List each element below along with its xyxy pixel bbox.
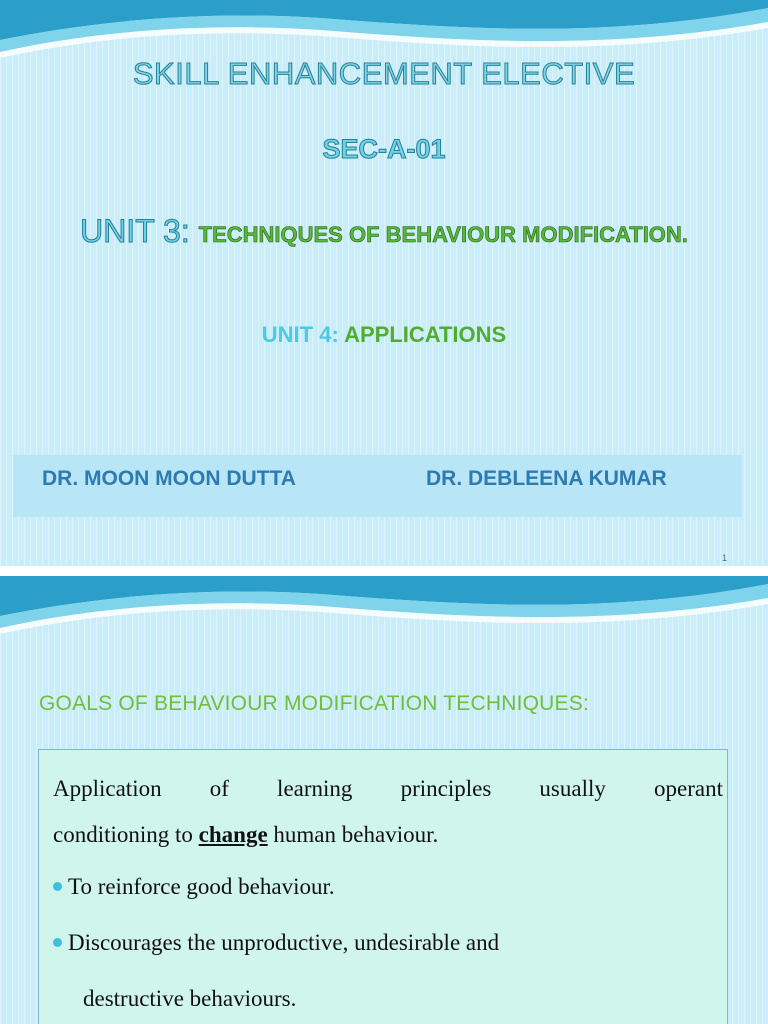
unit-4-heading [0,322,768,348]
slide-heading: GOALS OF BEHAVIOUR MODIFICATION TECHNIQUES: [39,692,589,715]
bullet-item [53,930,499,956]
unit-3-topic: TECHNIQUES OF BEHAVIOUR MODIFICATION. [198,222,688,247]
content-box [38,749,728,1024]
emphasized-word: change [198,822,268,847]
unit-4-topic: APPLICATIONS [344,322,507,347]
bullet-text: Discourages the unproductive, undesirable and [68,930,500,955]
wave-decoration [0,576,768,666]
intro-paragraph [53,766,723,858]
paragraph-line-1: Application of learning principles usually operant [53,776,723,801]
course-code: SEC-A-01 [322,134,446,164]
slide-separator [0,566,768,576]
unit-3-label: UNIT 3: [80,213,199,249]
paragraph-line-2-start: conditioning to [53,822,199,847]
author-2: DR. DEBLEENA KUMAR [426,467,667,490]
bullet-continuation: destructive behaviours. [83,986,297,1011]
bullet-item [53,874,335,900]
unit-3-heading [0,213,768,250]
paragraph-line-2-end: human behaviour. [267,822,439,847]
presentation-title: SKILL ENHANCEMENT ELECTIVE [132,56,636,91]
bullet-dot-icon [53,882,62,891]
bullet-dot-icon [53,938,62,947]
bullet-text: To reinforce good behaviour. [68,874,335,899]
page-number: 1 [722,553,728,563]
slide-2 [0,576,768,1024]
unit-4-label: UNIT 4: [261,322,345,347]
author-1: DR. MOON MOON DUTTA [42,467,296,490]
authors-bar [13,455,742,517]
